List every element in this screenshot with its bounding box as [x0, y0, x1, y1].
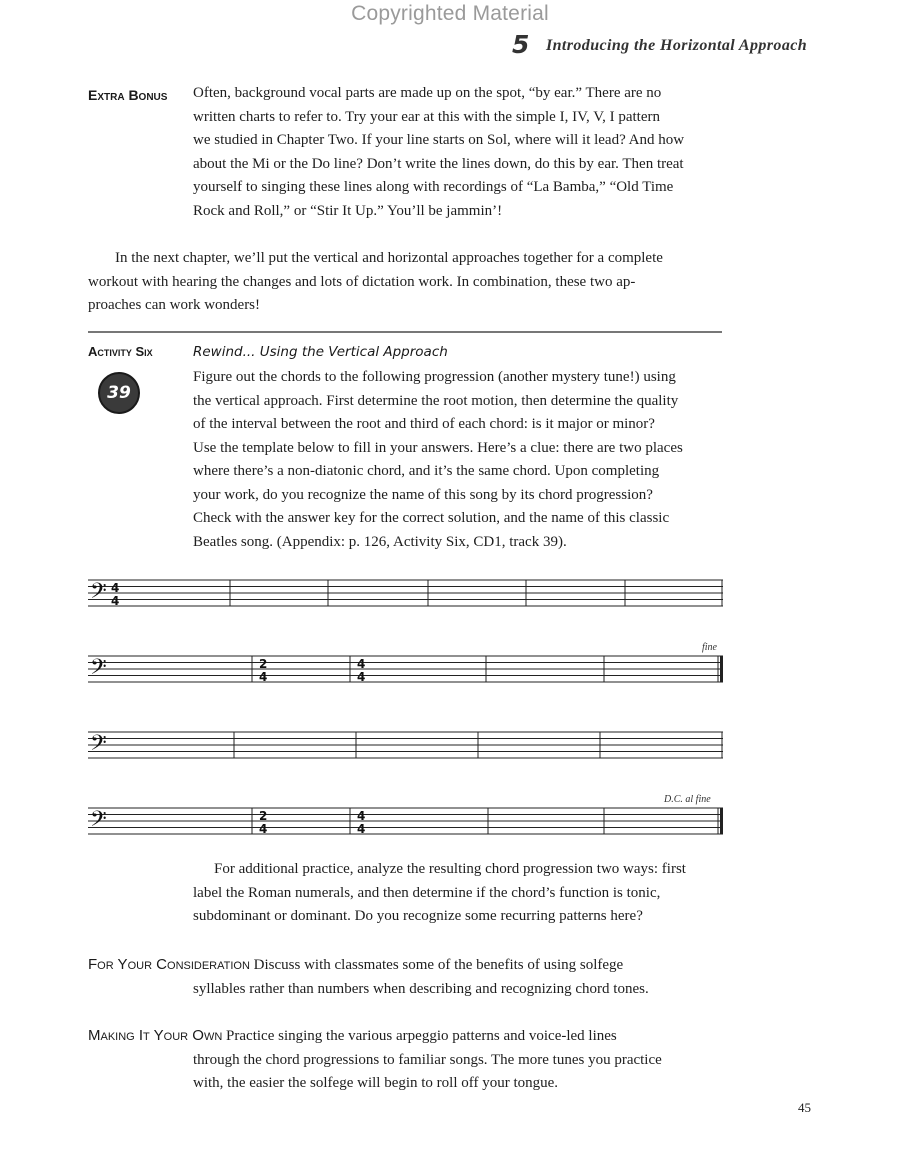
text-line: For additional practice, analyze the resulting chord progression two ways: first	[214, 861, 686, 877]
extra-bonus-label: Extra Bonus	[88, 87, 168, 103]
chapter-number: 5	[512, 30, 530, 59]
bass-clef-icon: 𝄢	[90, 579, 107, 609]
text-line: Rock and Roll,” or “Stir It Up.” You’ll be jammin’!	[193, 202, 503, 219]
copyright-watermark: Copyrighted Material	[351, 2, 549, 25]
staff-2	[88, 636, 728, 692]
staff-4	[88, 788, 728, 844]
text-line: yourself to singing these lines along with recordings of “La Bamba,” “Old Time	[193, 179, 674, 195]
time-signature-bottom: 4	[357, 670, 366, 684]
text-line: your work, do you recognize the name of this song by its chord progression?	[193, 486, 653, 503]
activity-label: Activity Six	[88, 344, 153, 359]
text-line: Use the template below to fill in your answers. Here’s a clue: there are two places	[193, 439, 683, 456]
staff-3	[88, 722, 728, 766]
time-signature-top: 4	[357, 809, 366, 823]
text-line: Check with the answer key for the correct solution, and the name of this classic	[193, 510, 670, 526]
chapter-title: Introducing the Horizontal Approach	[546, 37, 808, 54]
text-line: In the next chapter, we’ll put the vertical and horizontal approaches together for a complete	[115, 250, 663, 266]
text-line: Often, background vocal parts are made up on the spot, “by ear.” There are no	[193, 85, 662, 101]
text-line: label the Roman numerals, and then determine if the chord’s function is tonic,	[193, 884, 661, 901]
text-line: about the Mi or the Do line? Don’t write the lines down, do this by ear. Then treat	[193, 155, 684, 172]
staff-1	[88, 572, 728, 616]
consideration-section	[88, 953, 738, 1001]
consideration-label: For Your Consideration	[88, 956, 250, 973]
time-signature-top: 4	[111, 581, 120, 595]
text-line: we studied in Chapter Two. If your line starts on Sol, where will it lead? And how	[193, 132, 685, 148]
text-line: Beatles song. (Appendix: p. 126, Activity Six, CD1, track 39).	[193, 533, 567, 550]
text-line: syllables rather than numbers when describing and recognizing chord tones.	[193, 980, 649, 997]
text-line: workout with hearing the changes and lots of dictation work. In combination, these two ap-	[88, 273, 636, 290]
text-line: proaches can work wonders!	[88, 297, 261, 313]
activity-subtitle: Rewind... Using the Vertical Approach	[193, 344, 448, 360]
next-chapter-paragraph	[88, 247, 728, 318]
bass-clef-icon: 𝄢	[90, 731, 107, 761]
activity-text	[193, 366, 733, 554]
making-own-section	[88, 1024, 738, 1096]
fine-marking: fine	[702, 642, 717, 653]
making-own-text-line: Practice singing the various arpeggio patterns and voice-led lines	[226, 1028, 617, 1044]
dc-al-fine-marking: D.C. al fine	[664, 794, 711, 805]
time-signature-bottom: 4	[357, 822, 366, 836]
text-line: of the interval between the root and third of each chord: is it major or minor?	[193, 416, 655, 432]
text-line: subdominant or dominant. Do you recognize some recurring patterns here?	[193, 908, 643, 924]
text-line: the vertical approach. First determine the root motion, then determine the quality	[193, 392, 679, 409]
additional-practice-text	[193, 858, 733, 929]
text-line: written charts to refer to. Try your ear at this with the simple I, IV, V, I pattern	[193, 108, 660, 125]
page-number: 45	[798, 1100, 811, 1115]
cd-track-icon	[98, 372, 140, 414]
text-line	[88, 953, 738, 978]
text-line: with, the easier the solfege will begin to roll off your tongue.	[193, 1075, 559, 1091]
time-signature-top: 2	[259, 657, 268, 671]
bass-clef-icon: 𝄢	[90, 655, 107, 685]
text-line: where there’s a non-diatonic chord, and it’s the same chord. Upon completing	[193, 463, 660, 479]
extra-bonus-text	[193, 82, 733, 223]
cd-track-number: 39	[107, 383, 131, 403]
text-line: Figure out the chords to the following progression (another mystery tune!) using	[193, 369, 676, 385]
section-divider	[88, 331, 722, 333]
text-line: through the chord progressions to familiar songs. The more tunes you practice	[193, 1051, 662, 1068]
making-own-label: Making It Your Own	[88, 1027, 223, 1044]
text-line	[88, 1024, 738, 1049]
consideration-text-line: Discuss with classmates some of the benefits of using solfege	[253, 957, 624, 973]
time-signature-bottom: 4	[259, 670, 268, 684]
time-signature-bottom: 4	[259, 822, 268, 836]
time-signature-top: 4	[357, 657, 366, 671]
bass-clef-icon: 𝄢	[90, 807, 107, 837]
time-signature-top: 2	[259, 809, 268, 823]
time-signature-bottom: 4	[111, 594, 120, 608]
